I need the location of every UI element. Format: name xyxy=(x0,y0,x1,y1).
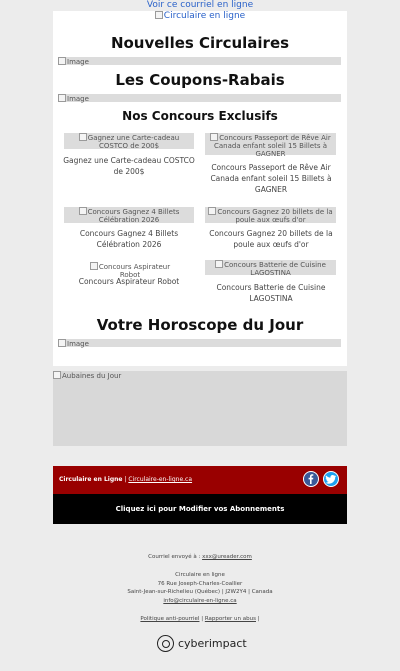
sent-to-email[interactable]: xxx@ureader.com xyxy=(202,554,252,560)
broken-image-icon xyxy=(79,207,87,215)
sent-to-label: Courriel envoyé à : xyxy=(148,554,201,560)
broken-image-icon xyxy=(208,207,216,215)
deals-image[interactable] xyxy=(53,371,347,446)
footer-site-link[interactable]: Circulaire-en-ligne.ca xyxy=(128,476,193,483)
circulaires-image[interactable] xyxy=(58,57,341,65)
facebook-icon xyxy=(306,474,316,484)
broken-image-icon xyxy=(79,133,87,141)
image-alt: Image xyxy=(67,95,89,103)
image-alt: Image xyxy=(67,340,89,348)
broken-image-icon xyxy=(58,57,66,65)
contest-image-alt: Concours Aspirateur Robot xyxy=(98,263,171,279)
contest-image-poule[interactable] xyxy=(205,207,336,223)
broken-image-icon xyxy=(58,339,66,347)
contest-image-alt: Concours Passeport de Rêve Air Canada enfant soleil 15 Billets à GAGNER xyxy=(213,134,331,158)
company-name: Circulaire en ligne xyxy=(175,572,225,578)
anti-spam-link[interactable]: Politique anti-pourriel xyxy=(140,616,200,622)
logo-alt-text: Circulaire en ligne xyxy=(163,11,246,21)
separator: | xyxy=(257,616,260,622)
separator: | xyxy=(124,476,127,483)
contest-caption-aspirateur[interactable]: Concours Aspirateur Robot xyxy=(78,277,180,286)
footer-brand xyxy=(59,476,192,484)
coupons-image[interactable] xyxy=(58,94,341,102)
legal-links xyxy=(0,615,400,623)
image-alt: Image xyxy=(67,58,89,66)
contest-caption-air-canada[interactable]: Concours Passeport de Rêve Air Canada enfant soleil 15 Billets à GAGNER xyxy=(210,163,332,194)
contest-image-aspirateur[interactable] xyxy=(80,262,180,279)
contest-image-alt: Gagnez une Carte-cadeau COSTCO de 200$ xyxy=(87,134,180,150)
logo-image[interactable] xyxy=(0,11,400,22)
view-online-link[interactable]: Voir ce courriel en ligne xyxy=(146,0,254,10)
broken-image-icon xyxy=(215,260,223,268)
concours-title: Nos Concours Exclusifs xyxy=(122,109,278,123)
contest-caption-poule[interactable]: Concours Gagnez 20 billets de la poule aux œufs d'or xyxy=(209,229,333,249)
broken-image-icon xyxy=(53,371,61,379)
horoscope-title: Votre Horoscope du Jour xyxy=(96,316,304,334)
contact-email[interactable]: info@circulaire-en-ligne.ca xyxy=(163,598,237,604)
horoscope-image[interactable] xyxy=(58,339,341,347)
address-line1: 76 Rue Joseph-Charles-Coallier xyxy=(157,581,243,587)
broken-image-icon xyxy=(90,262,98,270)
cyberimpact-logo-icon xyxy=(157,635,174,652)
broken-image-icon xyxy=(155,11,163,19)
contest-caption-costco[interactable]: Gagnez une Carte-cadeau COSTCO de 200$ xyxy=(63,156,195,176)
facebook-button[interactable] xyxy=(303,471,319,487)
contest-caption-lagostina[interactable]: Concours Batterie de Cuisine LAGOSTINA xyxy=(216,283,326,303)
coupons-title: Les Coupons-Rabais xyxy=(115,71,285,89)
contest-image-alt: Concours Gagnez 4 Billets Célébration 2026 xyxy=(87,208,180,224)
contact-email-line xyxy=(0,597,400,605)
report-abuse-link[interactable]: Rapporter un abus xyxy=(204,616,256,622)
twitter-button[interactable] xyxy=(323,471,339,487)
broken-image-icon xyxy=(58,94,66,102)
contest-caption-celebration[interactable]: Concours Gagnez 4 Billets Célébration 2026 xyxy=(79,229,179,249)
contest-image-air-canada[interactable] xyxy=(205,133,336,158)
manage-subscriptions-button[interactable]: Cliquez ici pour Modifier vos Abonnements xyxy=(53,494,347,524)
contest-image-alt: Concours Gagnez 20 billets de la poule aux œufs d'or xyxy=(217,208,333,224)
twitter-icon xyxy=(326,474,336,484)
cyberimpact-logo-text: cyberimpact xyxy=(178,637,247,650)
circulaires-title: Nouvelles Circulaires xyxy=(110,34,290,52)
broken-image-icon xyxy=(210,133,218,141)
contest-image-costco[interactable] xyxy=(64,133,194,149)
footer-brand-name: Circulaire en Ligne xyxy=(59,476,123,483)
cyberimpact-logo[interactable] xyxy=(157,635,247,653)
separator: | xyxy=(201,616,204,622)
sent-to-line xyxy=(0,553,400,561)
contest-image-lagostina[interactable] xyxy=(205,260,336,275)
contest-image-alt: Concours Batterie de Cuisine LAGOSTINA xyxy=(224,261,326,277)
address-line2: Saint-Jean-sur-Richelieu (Québec) | J2W2Y4 | Canada xyxy=(127,589,273,595)
contest-image-celebration[interactable] xyxy=(64,207,194,223)
footer-brand-bar xyxy=(53,466,347,494)
deals-alt-text: Aubaines du Jour xyxy=(62,372,122,380)
